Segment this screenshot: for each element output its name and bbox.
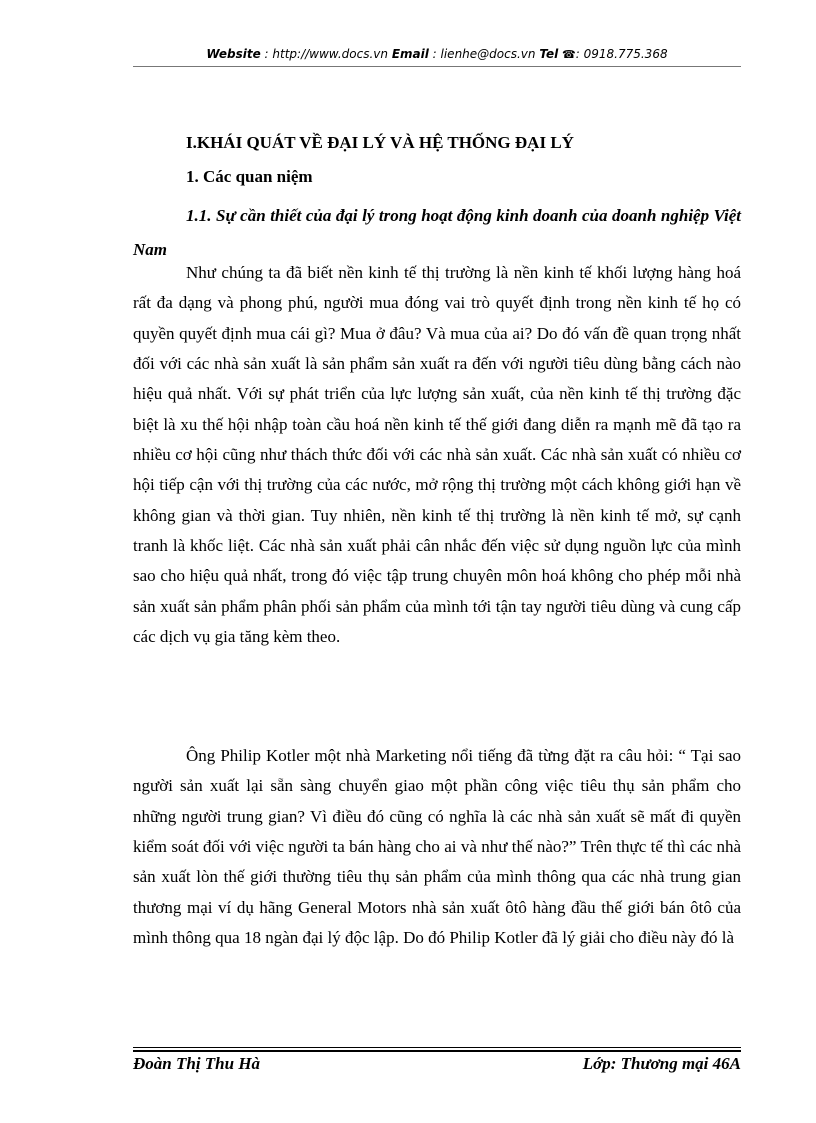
website-separator: : — [260, 47, 273, 61]
footer-divider-thin — [133, 1047, 741, 1048]
subsection-heading: 1. Các quan niệm — [186, 167, 313, 186]
phone-icon: ☎ — [562, 48, 576, 61]
website-label: Website — [206, 47, 261, 61]
body-paragraph-1: Như chúng ta đã biết nền kinh tế thị trường là nền kinh tế khối lượng hàng hoá rất đa dạng và phong phú, người mua đóng vai trò quyết định trong nền kinh tế họ có quyền quyết định mua cái gì? Mua ở đâu? Và mua của ai? Do đó vấn đề quan trọng nhất đối với các nhà sản xuất là sản phẩm sản xuất ra đến với người tiêu dùng bằng cách nào hiệu quả nhất. Với sự phát triển của lực lượng sản xuất, của nền kinh tế thị trường đặc biệt là xu thế hội nhập toàn cầu hoá nền kinh tế thế giới đang diễn ra mạnh mẽ đã tạo ra nhiều cơ hội cũng như thách thức đối với các nhà sản xuất. Các nhà sản xuất có nhiều cơ hội tiếp cận với thị trường của các nước, mở rộng thị trường một cách không giới hạn về không gian và thời gian. Tuy nhiên, nền kinh tế thị trường là nền kinh tế mở, sự cạnh tranh là khốc liệt. Các nhà sản xuất phải cân nhắc đến việc sử dụng nguồn lực của mình sao cho hiệu quả nhất, trong đó việc tập trung chuyên môn hoá không cho phép mỗi nhà sản xuất sản phẩm phân phối sản phẩm của mình tới tận tay người tiêu dùng và cung cấp các dịch vụ gia tăng kèm theo. — [133, 263, 741, 647]
footer-author: Đoàn Thị Thu Hà — [133, 1054, 261, 1073]
header-divider — [133, 66, 741, 67]
section-heading: I.KHÁI QUÁT VỀ ĐẠI LÝ VÀ HỆ THỐNG ĐẠI LÝ — [186, 133, 574, 152]
footer-class: Lớp: Thương mại 46A — [582, 1054, 741, 1073]
email-label: Email — [391, 47, 429, 61]
tel-number: : 0918.775.368 — [575, 47, 668, 61]
email-address[interactable]: lienhe@docs.vn — [440, 47, 536, 61]
page-header — [133, 46, 741, 63]
website-url[interactable]: http://www.docs.vn — [272, 47, 388, 61]
body-paragraph-2: Ông Philip Kotler một nhà Marketing nổi tiếng đã từng đặt ra câu hỏi: “ Tại sao người sản xuất lại sẵn sàng chuyển giao một phần công việc tiêu thụ sản phẩm cho những người trung gian? Vì điều đó cũng có nghĩa là các nhà sản xuất sẽ mất đi quyền kiểm soát đối với việc người ta bán hàng cho ai và như thế nào?” Trên thực tế thì các nhà sản xuất lòn thế giới thường tiêu thụ sản phẩm của mình thông qua các nhà trung gian thương mại ví dụ hãng General Motors nhà sản xuất ôtô hàng đầu thế giới bán ôtô của mình thông qua 18 ngàn đại lý độc lập. Do đó Philip Kotler đã lý giải cho điều này đó là — [133, 746, 741, 948]
subsubsection-heading: 1.1. Sự cần thiết của đại lý trong hoạt động kinh doanh của doanh nghiệp Việt Nam — [133, 206, 741, 259]
email-separator: : — [428, 47, 441, 61]
footer-divider-thick — [133, 1050, 741, 1052]
tel-label: Tel — [539, 47, 559, 61]
